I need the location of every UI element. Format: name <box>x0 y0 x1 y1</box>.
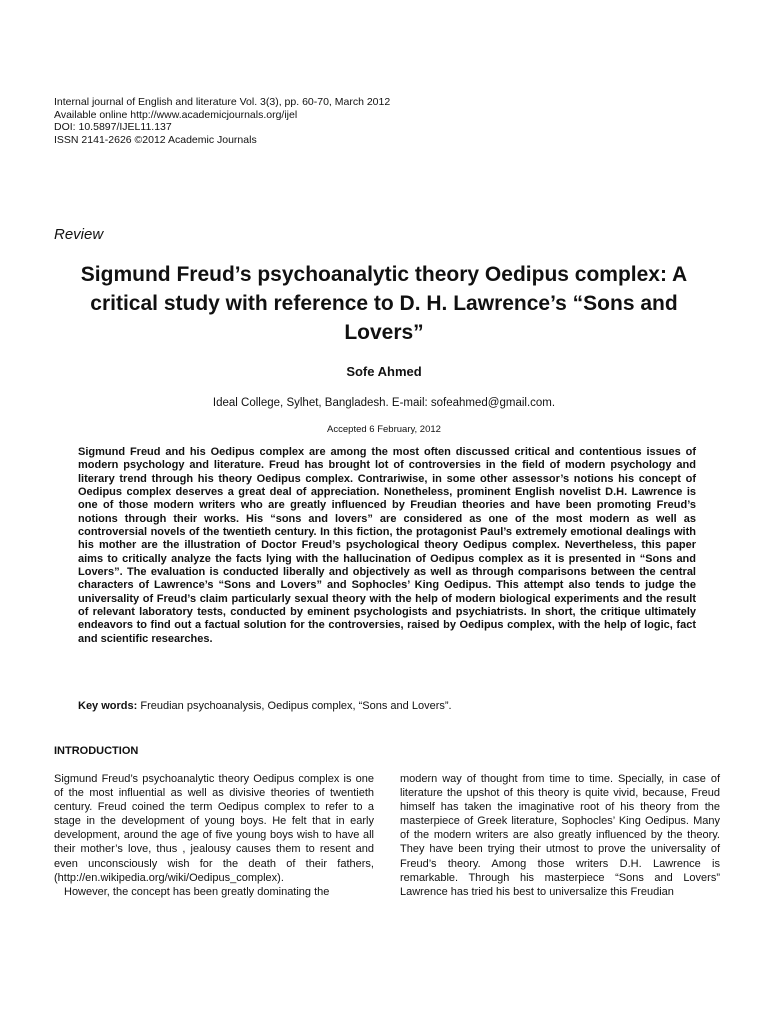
intro-paragraph-2: However, the concept has been greatly dominating the <box>64 885 330 898</box>
section-label: Review <box>54 226 104 243</box>
introduction-heading: INTRODUCTION <box>54 745 139 757</box>
journal-header <box>54 96 714 146</box>
intro-paragraph-3: modern way of thought from time to time. Specially, in case of literature the upshot of this theory is quite vivid, because, Freud himself has taken the imaginative root of his theory from the masterpiece of Greek literature, Sophocles’ King Oedipus. Many of the modern writers are also greatly influenced by the theory. They have been trying their utmost to prove the universality of Freud’s theory. Among those writers D.H. Lawrence is remarkable. Through his masterpiece “Sons and Lovers” Lawrence has tried his best to universalize this Freudian <box>400 773 720 898</box>
intro-paragraph-1: Sigmund Freud’s psychoanalytic theory Oedipus complex is one of the most influential as well as divisive theories of twentieth century. Freud coined the term Oedipus complex to refer to a stage in the development of young boys. He felt that in early development, around the age of five young boys wish to have all their mother’s love, thus , jealousy causes them to resent and even unconsciously wish for the death of their fathers, (http://en.wikipedia.org/wiki/Oedipus_complex). <box>54 773 374 884</box>
author-name: Sofe Ahmed <box>346 364 422 379</box>
accepted-date: Accepted 6 February, 2012 <box>327 424 441 435</box>
doi: DOI: 10.5897/IJEL11.137 <box>54 121 172 133</box>
keywords-label: Key words: <box>78 700 138 712</box>
keywords-text: Freudian psychoanalysis, Oedipus complex, “Sons and Lovers”. <box>140 700 452 712</box>
abstract: Sigmund Freud and his Oedipus complex are among the most often discussed critical and contentious issues of modern psychology and literature. Freud has brought lot of controversies in the field of modern psychology and literary trend through his theory Oedipus complex. Contrariwise, in some other assessor’s notions his concept of Oedipus complex deserves a great deal of appreciation. Nonetheless, prominent English novelist D.H. Lawrence is one of those modern writers who are greatly influenced by Freudian theories and have been promoting Freud’s notions through their works. His “sons and lovers” are considered as one of the most modern as well as controversial novels of the twentieth century. In this fiction, the protagonist Paul’s extremely emotional dealings with his mother are the illustration of Doctor Freud’s psychological theory Oedipus complex. Nevertheless, this paper aims to critically analyze the facts lying with the hallucination of Oedipus complex as it is presented in “Sons and Lovers”. The evaluation is conducted liberally and objectively as well as through comparisons between the central characters of Lawrence’s “Sons and Lovers” and Sophocles’ King Oedipus. This attempt also tends to judge the universality of Freud’s claim particularly sexual theory with the help of modern biological experiments and the result of relevant laboratory tests, conducted by eminent psychologists and psychiatrists. In short, the critique ultimately endeavors to find out a factual solution for the controversies, raised by Oedipus complex, with the help of logic, fact and scientific researches. <box>78 446 696 645</box>
keywords <box>78 700 696 713</box>
journal-url: Available online http://www.academicjournals.org/ijel <box>54 108 298 121</box>
paper-title: Sigmund Freud’s psychoanalytic theory Oedipus complex: A critical study with reference to D. H. Lawrence’s “Sons and Lovers” <box>80 263 688 344</box>
issn: ISSN 2141-2626 ©2012 Academic Journals <box>54 133 257 146</box>
body-column-left <box>54 772 374 899</box>
body-column-right <box>400 772 720 899</box>
author-affiliation: Ideal College, Sylhet, Bangladesh. E-mail: sofeahmed@gmail.com. <box>212 397 556 409</box>
journal-citation: Internal journal of English and literature Vol. 3(3), pp. 60-70, March 2012 <box>54 96 391 108</box>
